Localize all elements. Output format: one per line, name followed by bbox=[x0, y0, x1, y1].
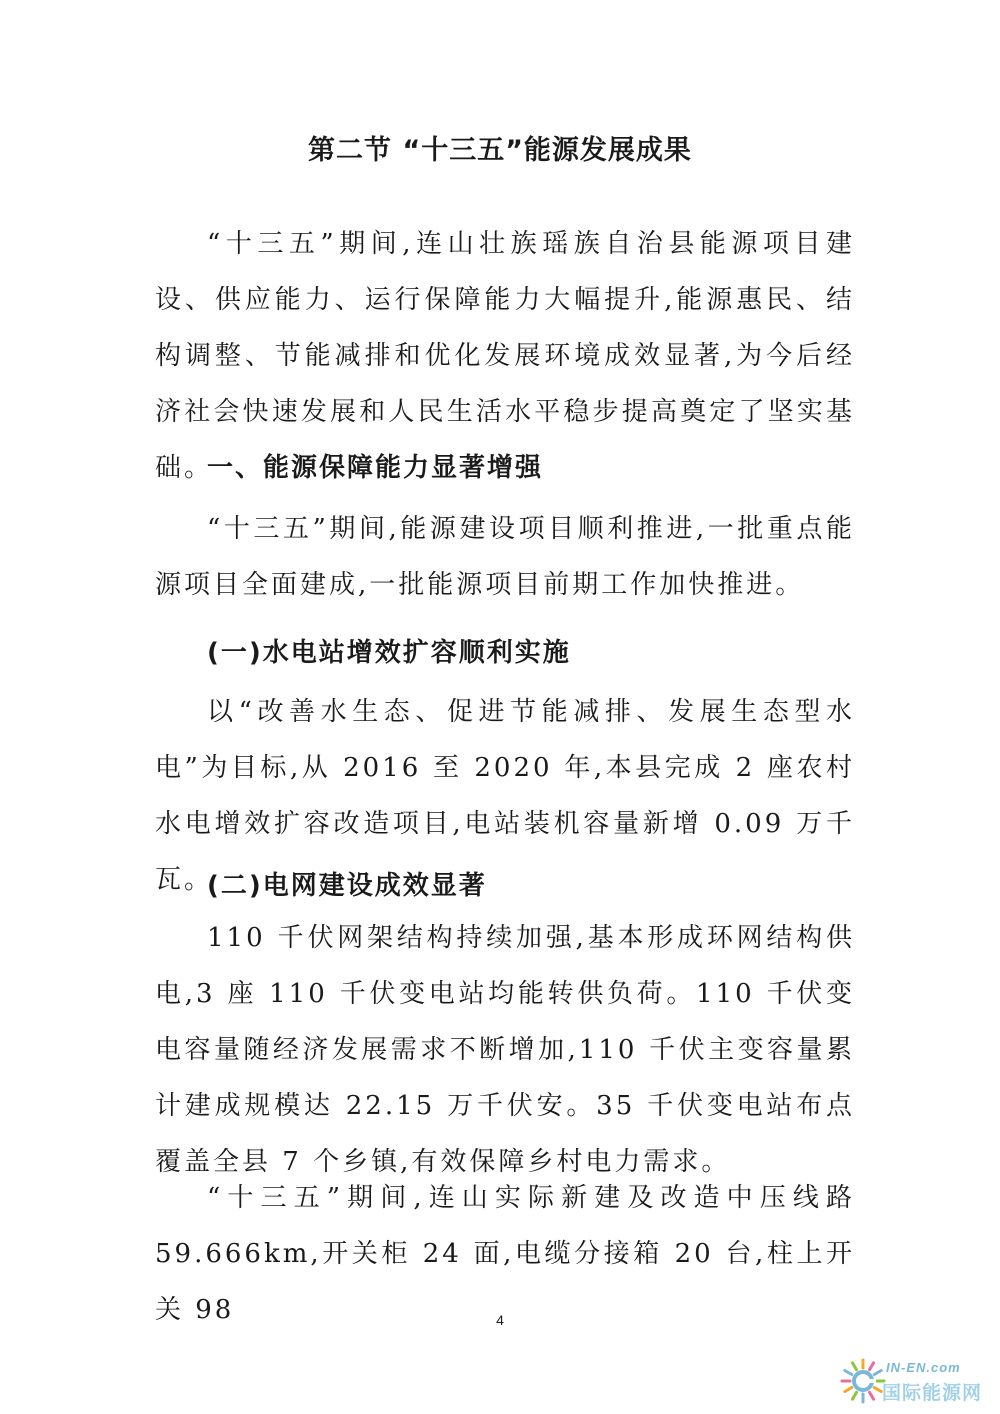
watermark-domain: IN-EN.com bbox=[886, 1360, 961, 1375]
subsection-heading-2: (二)电网建设成效显著 bbox=[207, 871, 487, 901]
page-title: 第二节 “十三五”能源发展成果 bbox=[308, 135, 692, 166]
page-number: 4 bbox=[496, 1312, 504, 1328]
hydro-paragraph: 以“改善水生态、促进节能减排、发展生态型水电”为目标,从 2016 至 2020 年,本县完成 2 座农村水电增效扩容改造项目,电站装机容量新增 0.09 万千瓦。 bbox=[155, 697, 855, 895]
watermark-ray bbox=[870, 1392, 874, 1399]
grid-paragraph: 110 千伏网架结构持续加强,基本形成环网结构供电,3 座 110 千伏变电站均能转供负荷。110 千伏变电容量随经济发展需求不断增加,110 千伏主变容量累计建成规模达 22.15 万千伏安。35 千伏变电站布点覆盖全县 7 个乡镇,有效保障乡村电力需求。 bbox=[155, 923, 855, 1177]
watermark-ray bbox=[845, 1371, 852, 1375]
section1-paragraph: “十三五”期间,能源建设项目顺利推进,一批重点能源项目全面建成,一批能源项目前期工作加快推进。 bbox=[155, 514, 855, 600]
watermark-logo-icon bbox=[838, 1356, 888, 1406]
watermark bbox=[838, 1352, 988, 1406]
lines-paragraph: “十三五”期间,连山实际新建及改造中压线路 59.666km,开关柜 24 面,电缆分接箱 20 台,柱上开关 98 bbox=[155, 1183, 855, 1325]
watermark-ray bbox=[853, 1392, 857, 1399]
watermark-site-name: 国际能源网 bbox=[882, 1382, 983, 1404]
watermark-ray bbox=[853, 1363, 857, 1370]
watermark-ray bbox=[845, 1388, 852, 1392]
section-heading-1: 一、能源保障能力显著增强 bbox=[207, 453, 544, 483]
intro-paragraph: “十三五”期间,连山壮族瑶族自治县能源项目建设、供应能力、运行保障能力大幅提升,能源惠民、结构调整、节能减排和优化发展环境成效显著,为今后经济社会快速发展和人民生活水平稳步提高奠定了坚实基础。 bbox=[155, 229, 855, 483]
watermark-ray bbox=[874, 1371, 881, 1375]
watermark-ray bbox=[874, 1388, 881, 1392]
subsection-heading-1: (一)水电站增效扩容顺利实施 bbox=[207, 638, 571, 668]
watermark-ray bbox=[870, 1363, 874, 1370]
